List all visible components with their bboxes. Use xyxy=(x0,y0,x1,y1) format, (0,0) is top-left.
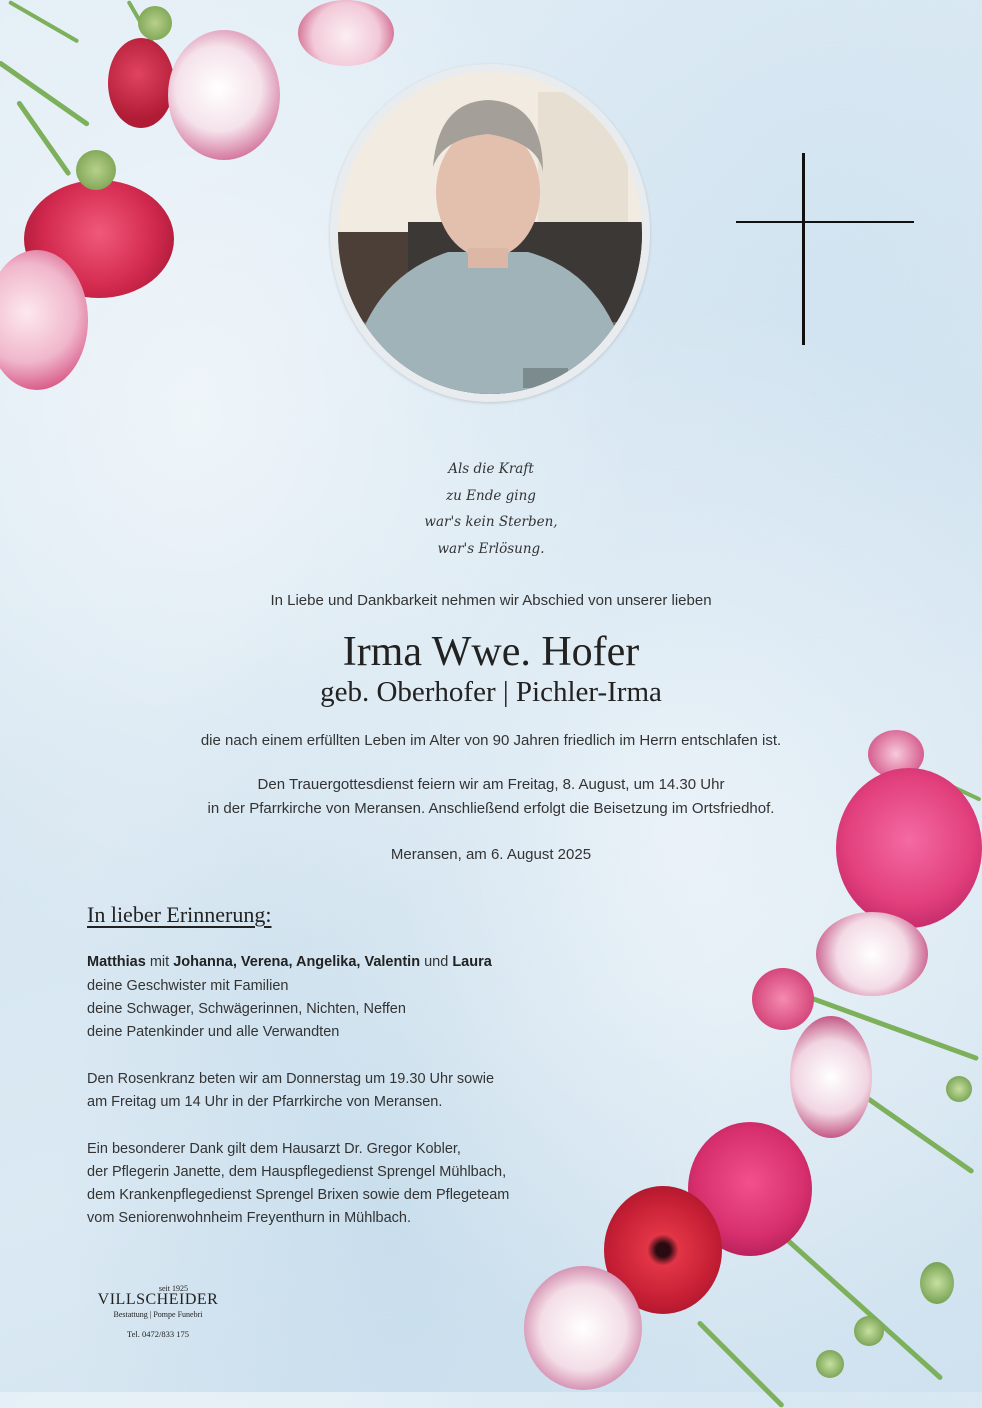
poem-line: war's Erlösung. xyxy=(437,540,545,557)
thanks-line: Ein besonderer Dank gilt dem Hausarzt Dr. Gregor Kobler, xyxy=(87,1141,461,1157)
relatives-line: deine Schwager, Schwägerinnen, Nichten, Neffen xyxy=(87,1001,406,1017)
funeral-home-logo xyxy=(88,1284,228,1339)
thanks-line: vom Seniorenwohnheim Freyenthurn in Mühlbach. xyxy=(87,1210,412,1226)
poem xyxy=(0,456,982,562)
deceased-subname: geb. Oberhofer | Pichler-Irma xyxy=(320,676,662,708)
thanks-line: der Pflegerin Janette, dem Hauspflegedienst Sprengel Mühlbach, xyxy=(87,1164,507,1180)
poem-line: war's kein Sterben, xyxy=(424,514,558,530)
intro-text: In Liebe und Dankbarkeit nehmen wir Abschied von unserer lieben xyxy=(270,592,712,609)
memory-heading: In lieber Erinnerung: xyxy=(87,902,272,927)
portrait-photo xyxy=(338,72,642,394)
poem-line: Als die Kraft xyxy=(448,461,534,477)
place-date: Meransen, am 6. August 2025 xyxy=(390,846,592,863)
cross-icon xyxy=(736,153,914,345)
description-text: die nach einem erfüllten Leben im Alter von 90 Jahren friedlich im Herrn entschlafen ist. xyxy=(200,732,782,749)
logo-subtitle: Bestattung | Pompe Funebri xyxy=(113,1310,203,1319)
family-name-2: Johanna, Verena, Angelika, Valentin xyxy=(173,954,421,970)
service-line-2: in der Pfarrkirche von Meransen. Anschließend erfolgt die Beisetzung im Ortsfriedhof. xyxy=(207,800,775,817)
rosary-line: am Freitag um 14 Uhr in der Pfarrkirche von Meransen. xyxy=(87,1094,443,1110)
poem-line: zu Ende ging xyxy=(446,487,536,504)
relatives-line: deine Patenkinder und alle Verwandten xyxy=(87,1024,340,1040)
family-connector: mit xyxy=(145,954,174,970)
family-name-3: Laura xyxy=(452,954,492,970)
relatives-line: deine Geschwister mit Familien xyxy=(87,978,289,994)
service-line-1: Den Trauergottesdienst feiern wir am Freitag, 8. August, um 14.30 Uhr xyxy=(257,776,725,793)
family-name-1: Matthias xyxy=(87,954,146,970)
family-line xyxy=(87,954,492,970)
family-connector: und xyxy=(420,954,453,970)
thanks-line: dem Krankenpflegedienst Sprengel Brixen sowie dem Pflegeteam xyxy=(87,1187,510,1203)
logo-brand: VILLSCHEIDER xyxy=(97,1291,219,1308)
rosary-line: Den Rosenkranz beten wir am Donnerstag um 19.30 Uhr sowie xyxy=(87,1071,495,1087)
deceased-name: Irma Wwe. Hofer xyxy=(342,629,640,675)
logo-since: seit 1925 xyxy=(158,1284,188,1293)
logo-phone: Tel. 0472/833 175 xyxy=(127,1329,189,1339)
